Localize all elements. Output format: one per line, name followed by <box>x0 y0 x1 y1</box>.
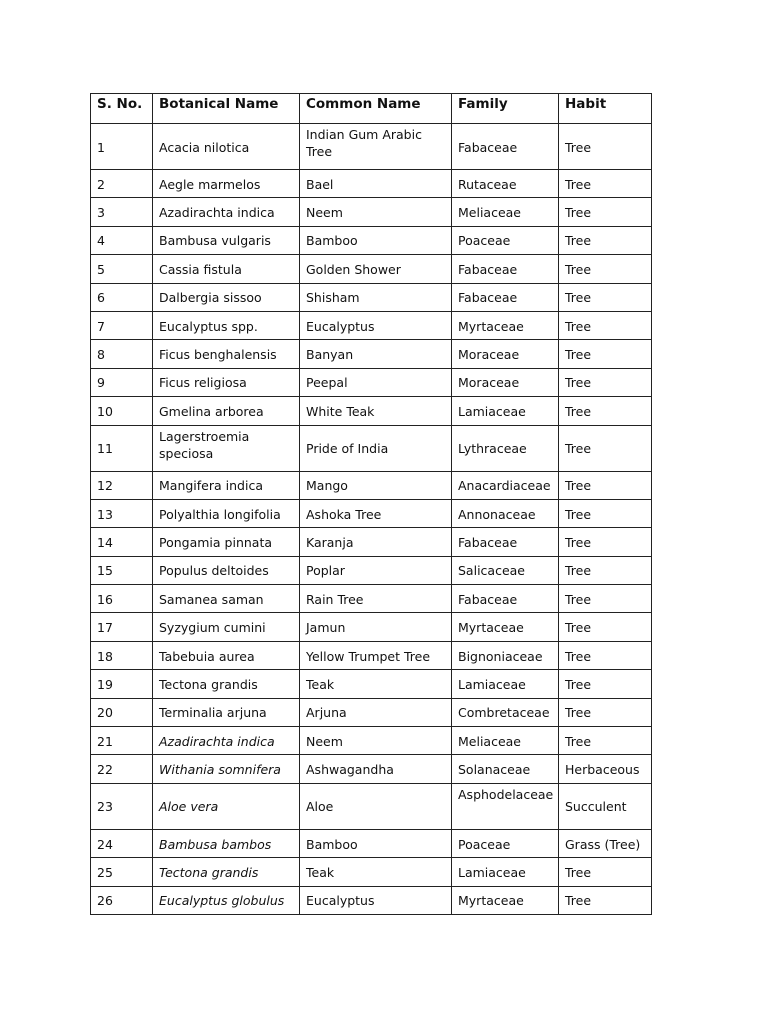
cell-habit: Herbaceous <box>559 755 652 783</box>
cell-family: Lamiaceae <box>452 397 559 425</box>
cell-common-name: Yellow Trumpet Tree <box>300 641 452 669</box>
table-row <box>91 124 652 170</box>
cell-sno: 7 <box>91 311 153 339</box>
cell-habit: Tree <box>559 226 652 254</box>
cell-sno: 3 <box>91 198 153 226</box>
cell-family: Fabaceae <box>452 528 559 556</box>
cell-sno: 12 <box>91 471 153 499</box>
cell-family: Myrtaceae <box>452 311 559 339</box>
cell-botanical-name: Azadirachta indica <box>153 198 300 226</box>
cell-sno: 2 <box>91 170 153 198</box>
table-row <box>91 528 652 556</box>
cell-common-name: Arjuna <box>300 698 452 726</box>
cell-sno: 17 <box>91 613 153 641</box>
header-family: Family <box>452 94 559 124</box>
cell-habit: Tree <box>559 585 652 613</box>
cell-common-name: Bael <box>300 170 452 198</box>
cell-family: Moraceae <box>452 340 559 368</box>
cell-habit: Tree <box>559 886 652 914</box>
cell-common-name: Ashwagandha <box>300 755 452 783</box>
cell-common-name: Indian Gum Arabic Tree <box>300 124 452 170</box>
cell-common-name: White Teak <box>300 397 452 425</box>
cell-botanical-name: Pongamia pinnata <box>153 528 300 556</box>
cell-sno: 15 <box>91 556 153 584</box>
cell-botanical-name: Tectona grandis <box>153 670 300 698</box>
cell-habit: Tree <box>559 670 652 698</box>
table-row <box>91 283 652 311</box>
cell-family: Solanaceae <box>452 755 559 783</box>
cell-common-name: Poplar <box>300 556 452 584</box>
cell-common-name: Aloe <box>300 783 452 829</box>
cell-botanical-name: Eucalyptus spp. <box>153 311 300 339</box>
cell-sno: 6 <box>91 283 153 311</box>
cell-habit: Tree <box>559 698 652 726</box>
cell-sno: 9 <box>91 368 153 396</box>
cell-botanical-name: Lagerstroemia speciosa <box>153 425 300 471</box>
table-row <box>91 613 652 641</box>
cell-botanical-name: Bambusa vulgaris <box>153 226 300 254</box>
table-row <box>91 368 652 396</box>
header-habit: Habit <box>559 94 652 124</box>
cell-sno: 22 <box>91 755 153 783</box>
cell-habit: Succulent <box>559 783 652 829</box>
table-row <box>91 340 652 368</box>
cell-family: Meliaceae <box>452 727 559 755</box>
cell-habit: Tree <box>559 858 652 886</box>
cell-habit: Tree <box>559 124 652 170</box>
cell-sno: 26 <box>91 886 153 914</box>
table-row <box>91 425 652 471</box>
cell-botanical-name: Ficus benghalensis <box>153 340 300 368</box>
table-row <box>91 755 652 783</box>
cell-botanical-name: Gmelina arborea <box>153 397 300 425</box>
cell-sno: 18 <box>91 641 153 669</box>
cell-botanical-name: Samanea saman <box>153 585 300 613</box>
cell-family: Moraceae <box>452 368 559 396</box>
cell-botanical-name: Syzygium cumini <box>153 613 300 641</box>
cell-sno: 21 <box>91 727 153 755</box>
table-header <box>91 94 652 124</box>
cell-sno: 25 <box>91 858 153 886</box>
table-row <box>91 170 652 198</box>
header-sno: S. No. <box>91 94 153 124</box>
cell-common-name: Eucalyptus <box>300 311 452 339</box>
cell-habit: Tree <box>559 311 652 339</box>
table-body <box>91 124 652 915</box>
table-row <box>91 585 652 613</box>
table-row <box>91 471 652 499</box>
cell-habit: Tree <box>559 255 652 283</box>
table-row <box>91 226 652 254</box>
cell-family: Annonaceae <box>452 499 559 527</box>
cell-family: Lamiaceae <box>452 670 559 698</box>
cell-common-name: Shisham <box>300 283 452 311</box>
plant-table <box>90 93 652 915</box>
table-row <box>91 641 652 669</box>
cell-family: Myrtaceae <box>452 886 559 914</box>
header-row <box>91 94 652 124</box>
cell-family: Myrtaceae <box>452 613 559 641</box>
cell-family: Poaceae <box>452 829 559 857</box>
cell-botanical-name: Populus deltoides <box>153 556 300 584</box>
cell-common-name: Neem <box>300 727 452 755</box>
cell-common-name: Rain Tree <box>300 585 452 613</box>
cell-botanical-name: Polyalthia longifolia <box>153 499 300 527</box>
cell-botanical-name: Acacia nilotica <box>153 124 300 170</box>
table-row <box>91 698 652 726</box>
cell-habit: Tree <box>559 397 652 425</box>
cell-habit: Tree <box>559 641 652 669</box>
cell-common-name: Ashoka Tree <box>300 499 452 527</box>
table-row <box>91 499 652 527</box>
table-row <box>91 556 652 584</box>
table-row <box>91 783 652 829</box>
cell-common-name: Banyan <box>300 340 452 368</box>
table-row <box>91 670 652 698</box>
cell-family: Fabaceae <box>452 283 559 311</box>
cell-family: Lythraceae <box>452 425 559 471</box>
cell-family: Meliaceae <box>452 198 559 226</box>
cell-botanical-name: Tabebuia aurea <box>153 641 300 669</box>
table-row <box>91 829 652 857</box>
cell-family: Fabaceae <box>452 124 559 170</box>
cell-botanical-name: Eucalyptus globulus <box>153 886 300 914</box>
header-botanical-name: Botanical Name <box>153 94 300 124</box>
cell-botanical-name: Ficus religiosa <box>153 368 300 396</box>
table-row <box>91 397 652 425</box>
cell-habit: Tree <box>559 528 652 556</box>
cell-sno: 23 <box>91 783 153 829</box>
table-row <box>91 858 652 886</box>
table-row <box>91 311 652 339</box>
cell-family: Asphodelaceae <box>452 783 559 829</box>
cell-habit: Tree <box>559 727 652 755</box>
cell-sno: 5 <box>91 255 153 283</box>
cell-botanical-name: Aegle marmelos <box>153 170 300 198</box>
cell-sno: 4 <box>91 226 153 254</box>
cell-common-name: Teak <box>300 670 452 698</box>
cell-habit: Grass (Tree) <box>559 829 652 857</box>
table-row <box>91 727 652 755</box>
cell-common-name: Bamboo <box>300 829 452 857</box>
cell-botanical-name: Tectona grandis <box>153 858 300 886</box>
cell-common-name: Bamboo <box>300 226 452 254</box>
cell-habit: Tree <box>559 170 652 198</box>
cell-botanical-name: Cassia fistula <box>153 255 300 283</box>
cell-sno: 14 <box>91 528 153 556</box>
cell-family: Fabaceae <box>452 585 559 613</box>
cell-sno: 8 <box>91 340 153 368</box>
cell-botanical-name: Dalbergia sissoo <box>153 283 300 311</box>
cell-botanical-name: Azadirachta indica <box>153 727 300 755</box>
cell-habit: Tree <box>559 556 652 584</box>
table-row <box>91 198 652 226</box>
cell-sno: 10 <box>91 397 153 425</box>
cell-common-name: Eucalyptus <box>300 886 452 914</box>
cell-family: Poaceae <box>452 226 559 254</box>
cell-common-name: Peepal <box>300 368 452 396</box>
cell-sno: 24 <box>91 829 153 857</box>
cell-habit: Tree <box>559 368 652 396</box>
cell-common-name: Golden Shower <box>300 255 452 283</box>
cell-botanical-name: Terminalia arjuna <box>153 698 300 726</box>
table-row <box>91 886 652 914</box>
cell-habit: Tree <box>559 613 652 641</box>
cell-common-name: Karanja <box>300 528 452 556</box>
cell-botanical-name: Mangifera indica <box>153 471 300 499</box>
cell-botanical-name: Aloe vera <box>153 783 300 829</box>
cell-habit: Tree <box>559 198 652 226</box>
cell-common-name: Mango <box>300 471 452 499</box>
cell-common-name: Neem <box>300 198 452 226</box>
cell-sno: 19 <box>91 670 153 698</box>
cell-botanical-name: Bambusa bambos <box>153 829 300 857</box>
cell-common-name: Teak <box>300 858 452 886</box>
cell-common-name: Jamun <box>300 613 452 641</box>
cell-family: Anacardiaceae <box>452 471 559 499</box>
cell-common-name: Pride of India <box>300 425 452 471</box>
cell-sno: 1 <box>91 124 153 170</box>
cell-habit: Tree <box>559 283 652 311</box>
cell-habit: Tree <box>559 340 652 368</box>
cell-habit: Tree <box>559 499 652 527</box>
cell-family: Bignoniaceae <box>452 641 559 669</box>
cell-family: Fabaceae <box>452 255 559 283</box>
header-common-name: Common Name <box>300 94 452 124</box>
cell-family: Salicaceae <box>452 556 559 584</box>
cell-sno: 11 <box>91 425 153 471</box>
table-row <box>91 255 652 283</box>
cell-habit: Tree <box>559 425 652 471</box>
cell-sno: 20 <box>91 698 153 726</box>
cell-botanical-name: Withania somnifera <box>153 755 300 783</box>
cell-habit: Tree <box>559 471 652 499</box>
cell-family: Rutaceae <box>452 170 559 198</box>
cell-family: Combretaceae <box>452 698 559 726</box>
cell-sno: 13 <box>91 499 153 527</box>
cell-family: Lamiaceae <box>452 858 559 886</box>
cell-sno: 16 <box>91 585 153 613</box>
